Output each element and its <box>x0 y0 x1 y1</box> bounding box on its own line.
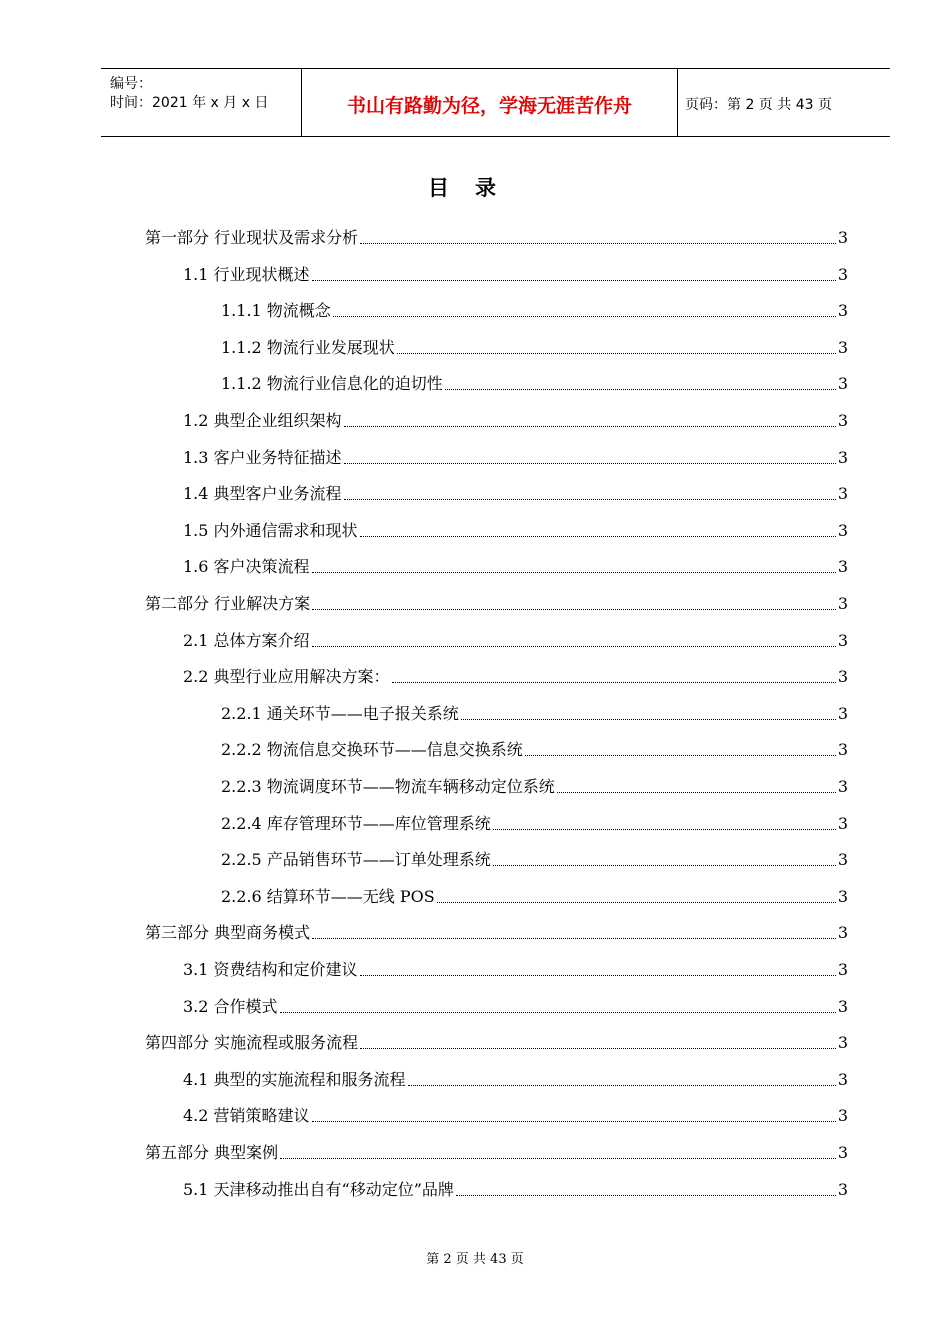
toc-title: 目录 <box>428 176 522 200</box>
page-footer: 第 2 页 共 43 页 <box>426 1252 524 1267</box>
toc-dot-leader <box>360 242 836 244</box>
toc-entry[interactable] <box>221 734 848 760</box>
toc-entry[interactable] <box>145 917 848 943</box>
toc-entry-page-number: 3 <box>837 484 848 504</box>
toc-entry-page-number: 3 <box>837 630 848 650</box>
toc-entry-title: 2.2 典型行业应用解决方案： <box>183 667 390 687</box>
toc-entry-title: 2.2.6 结算环节——无线 POS <box>221 886 435 906</box>
toc-entry-title: 2.2.5 产品销售环节——订单处理系统 <box>221 850 491 870</box>
toc-entry-page-number: 3 <box>837 850 848 870</box>
toc-entry[interactable] <box>183 625 848 651</box>
toc-entry-title: 第一部分 行业现状及需求分析 <box>145 228 359 247</box>
toc-entry-page-number: 3 <box>837 301 848 321</box>
toc-entry-title: 2.2.2 物流信息交换环节——信息交换系统 <box>221 740 523 760</box>
header-page-info: 页码：第 2 页 共 43 页 <box>685 97 832 113</box>
toc-dot-leader <box>312 1120 836 1122</box>
toc-dot-leader <box>312 608 836 610</box>
toc-entry-page-number: 3 <box>837 740 848 760</box>
toc-entry-page-number: 3 <box>837 813 848 833</box>
toc-entry-page-number: 3 <box>837 520 848 540</box>
toc-entry[interactable] <box>183 661 848 687</box>
toc-entry-page-number: 3 <box>837 667 848 687</box>
toc-entry-title: 1.2 典型企业组织架构 <box>183 411 342 430</box>
toc-entry[interactable] <box>183 405 848 431</box>
toc-dot-leader <box>525 754 836 756</box>
toc-entry[interactable] <box>183 551 848 577</box>
toc-entry[interactable] <box>145 588 848 614</box>
toc-entry[interactable] <box>183 1064 848 1090</box>
toc-entry[interactable] <box>145 1027 848 1053</box>
toc-entry-title: 3.2 合作模式 <box>183 996 278 1016</box>
toc-entry-page-number: 3 <box>837 996 848 1016</box>
toc-entry-title: 1.4 典型客户业务流程 <box>183 484 342 504</box>
toc-entry-title: 1.5 内外通信需求和现状 <box>183 520 358 540</box>
toc-entry-title: 3.1 资费结构和定价建议 <box>183 960 358 979</box>
toc-entry-page-number: 3 <box>837 337 848 357</box>
toc-dot-leader <box>344 498 836 500</box>
toc-entry[interactable] <box>183 478 848 504</box>
toc-entry[interactable] <box>183 442 848 468</box>
toc-entry-page-number: 3 <box>837 594 848 613</box>
toc-entry-page-number: 3 <box>837 1143 848 1162</box>
toc-entry-title: 第五部分 典型案例 <box>145 1143 279 1162</box>
toc-entry-title: 4.2 营销策略建议 <box>183 1106 310 1126</box>
toc-dot-leader <box>333 315 836 317</box>
toc-dot-leader <box>360 974 836 976</box>
toc-dot-leader <box>557 791 836 793</box>
toc-entry-title: 2.2.4 库存管理环节——库位管理系统 <box>221 813 491 833</box>
toc-entry-title: 第二部分 行业解决方案 <box>145 594 311 613</box>
toc-entry-page-number: 3 <box>837 228 848 247</box>
toc-entry-page-number: 3 <box>837 923 848 943</box>
toc-dot-leader <box>280 1011 836 1013</box>
toc-dot-leader <box>344 462 836 464</box>
toc-entry-title: 1.6 客户决策流程 <box>183 557 310 577</box>
toc-entry-page-number: 3 <box>837 777 848 796</box>
toc-dot-leader <box>312 645 836 647</box>
toc-entry-title: 2.2.1 通关环节——电子报关系统 <box>221 703 459 723</box>
toc-entry[interactable] <box>145 222 848 248</box>
toc-entry[interactable] <box>183 1174 848 1200</box>
toc-dot-leader <box>392 681 836 683</box>
toc-entry-page-number: 3 <box>837 1179 848 1199</box>
document-code-label: 编号： <box>110 76 152 92</box>
toc-dot-leader <box>493 828 836 830</box>
toc-dot-leader <box>360 535 836 537</box>
toc-entry-title: 5.1 天津移动推出自有“移动定位”品牌 <box>183 1179 454 1199</box>
toc-entry-page-number: 3 <box>837 960 848 979</box>
toc-entry[interactable] <box>221 808 848 834</box>
header-motto: 书山有路勤为径，学海无涯苦作舟 <box>346 95 632 117</box>
toc-dot-leader <box>312 279 836 281</box>
toc-entry-title: 2.1 总体方案介绍 <box>183 630 310 650</box>
toc-entry-title: 2.2.3 物流调度环节——物流车辆移动定位系统 <box>221 777 555 796</box>
header-left-cell <box>101 69 301 136</box>
toc-dot-leader <box>280 1157 836 1159</box>
toc-entry[interactable] <box>183 259 848 285</box>
toc-dot-leader <box>312 571 836 573</box>
toc-entry-page-number: 3 <box>837 411 848 430</box>
toc-dot-leader <box>493 864 836 866</box>
toc-entry-page-number: 3 <box>837 374 848 394</box>
toc-entry-title: 第四部分 实施流程或服务流程 <box>145 1033 359 1053</box>
toc-entry-page-number: 3 <box>837 264 848 284</box>
toc-entry[interactable] <box>221 698 848 724</box>
toc-entry-title: 1.3 客户业务特征描述 <box>183 447 342 467</box>
toc-entry[interactable] <box>145 1137 848 1163</box>
header-right-cell <box>678 69 890 136</box>
toc-entry[interactable] <box>183 991 848 1017</box>
toc-entry-page-number: 3 <box>837 1106 848 1126</box>
toc-entry-title: 1.1 行业现状概述 <box>183 264 310 284</box>
toc-dot-leader <box>397 352 836 354</box>
header-middle-cell <box>301 69 678 136</box>
toc-entry-title: 1.1.2 物流行业发展现状 <box>221 337 395 357</box>
toc-entry[interactable] <box>183 954 848 980</box>
toc-entry[interactable] <box>221 881 848 907</box>
toc-entry[interactable] <box>221 368 848 394</box>
toc-entry-page-number: 3 <box>837 1033 848 1053</box>
toc-entry[interactable] <box>221 295 848 321</box>
toc-dot-leader <box>445 388 836 390</box>
toc-entry-title: 4.1 典型的实施流程和服务流程 <box>183 1069 406 1089</box>
page-header <box>101 68 890 137</box>
toc-entry[interactable] <box>221 771 848 797</box>
toc-dot-leader <box>456 1194 836 1196</box>
toc-entry[interactable] <box>183 515 848 541</box>
toc-dot-leader <box>360 1047 836 1049</box>
toc-entry-page-number: 3 <box>837 703 848 723</box>
toc-entry[interactable] <box>221 332 848 358</box>
toc-entry-page-number: 3 <box>837 886 848 906</box>
toc-entry-page-number: 3 <box>837 447 848 467</box>
toc-entry-page-number: 3 <box>837 1069 848 1089</box>
toc-entry-title: 1.1.1 物流概念 <box>221 301 331 321</box>
toc-dot-leader <box>461 718 836 720</box>
toc-entry-title: 1.1.2 物流行业信息化的迫切性 <box>221 374 443 394</box>
toc-entry-page-number: 3 <box>837 557 848 577</box>
toc-dot-leader <box>344 425 836 427</box>
toc-dot-leader <box>437 901 836 903</box>
toc-entry-title: 第三部分 典型商务模式 <box>145 923 311 943</box>
toc-entry[interactable] <box>221 844 848 870</box>
toc-dot-leader <box>312 937 836 939</box>
toc-dot-leader <box>408 1084 836 1086</box>
document-time-label: 时间：2021 年 x 月 x 日 <box>110 95 269 111</box>
toc-entry[interactable] <box>183 1100 848 1126</box>
